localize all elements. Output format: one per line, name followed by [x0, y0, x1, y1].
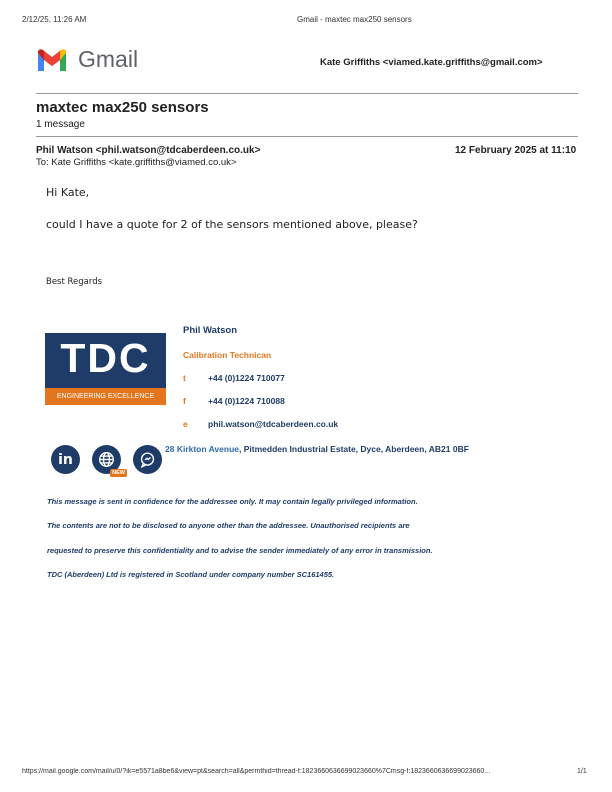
fax-number: +44 (0)1224 710088	[208, 396, 285, 406]
gmail-logo-icon	[36, 47, 68, 73]
message-body: could I have a quote for 2 of the sensors mentioned above, please?	[46, 218, 418, 231]
message-date: 12 February 2025 at 11:10	[455, 145, 577, 156]
chat-icon[interactable]	[133, 445, 162, 474]
sign-off: Best Regards	[46, 277, 103, 287]
globe-icon[interactable]	[92, 445, 125, 476]
account-email: Kate Griffiths <viamed.kate.griffiths@gmail.com>	[320, 57, 543, 68]
tdc-logo-tagline: ENGINEERING EXCELLENCE	[45, 388, 166, 405]
email-label: e	[183, 419, 188, 429]
fax-label: f	[183, 396, 186, 406]
gmail-logo-word: Gmail	[78, 46, 139, 72]
tdc-logo	[45, 333, 166, 405]
address-link[interactable]: 28 Kirkton Avenue	[165, 444, 240, 454]
message-to: To: Kate Griffiths <kate.griffiths@viamed.co.uk>	[36, 157, 237, 168]
print-page-title: Gmail - maxtec max250 sensors	[297, 15, 412, 24]
message-from: Phil Watson <phil.watson@tdcaberdeen.co.uk>	[36, 145, 261, 156]
header-divider	[36, 93, 578, 94]
thread-subject: maxtec max250 sensors	[36, 99, 209, 116]
tdc-logo-text: TDC	[60, 335, 151, 381]
disclaimer-line: This message is sent in confidence for the addressee only. It may contain legally privileged information.	[47, 497, 418, 506]
linkedin-icon[interactable]: in	[51, 445, 80, 474]
signature-email-link[interactable]: phil.watson@tdcaberdeen.co.uk	[208, 419, 339, 429]
subject-divider	[36, 136, 578, 137]
disclaimer-line: TDC (Aberdeen) Ltd is registered in Scotland under company number SC161455.	[47, 570, 335, 579]
signature-address	[165, 444, 469, 454]
print-datetime: 2/12/25, 11:26 AM	[22, 15, 87, 24]
tel-number: +44 (0)1224 710077	[208, 373, 285, 383]
print-url: https://mail.google.com/mail/u/0/?ik=e5571a8be6&view=pt&search=all&permthid=thread-f:1823660636699023660%7Cmsg-f:1823660636699023660...	[22, 768, 491, 775]
disclaimer-line: The contents are not to be disclosed to anyone other than the addressee. Unauthorised recipients are	[47, 521, 410, 530]
greeting: Hi Kate,	[46, 186, 90, 199]
message-count: 1 message	[36, 119, 85, 130]
signature-title: Calibration Technican	[183, 350, 272, 360]
print-page-number: 1/1	[577, 768, 587, 775]
signature-name: Phil Watson	[183, 325, 238, 336]
tel-label: t	[183, 373, 186, 383]
address-rest: , Pitmedden Industrial Estate, Dyce, Aberdeen, AB21 0BF	[239, 444, 469, 454]
new-badge: NEW	[112, 470, 125, 476]
disclaimer-line: requested to preserve this confidentiality and to advise the sender immediately of any error in transmission.	[47, 546, 433, 555]
